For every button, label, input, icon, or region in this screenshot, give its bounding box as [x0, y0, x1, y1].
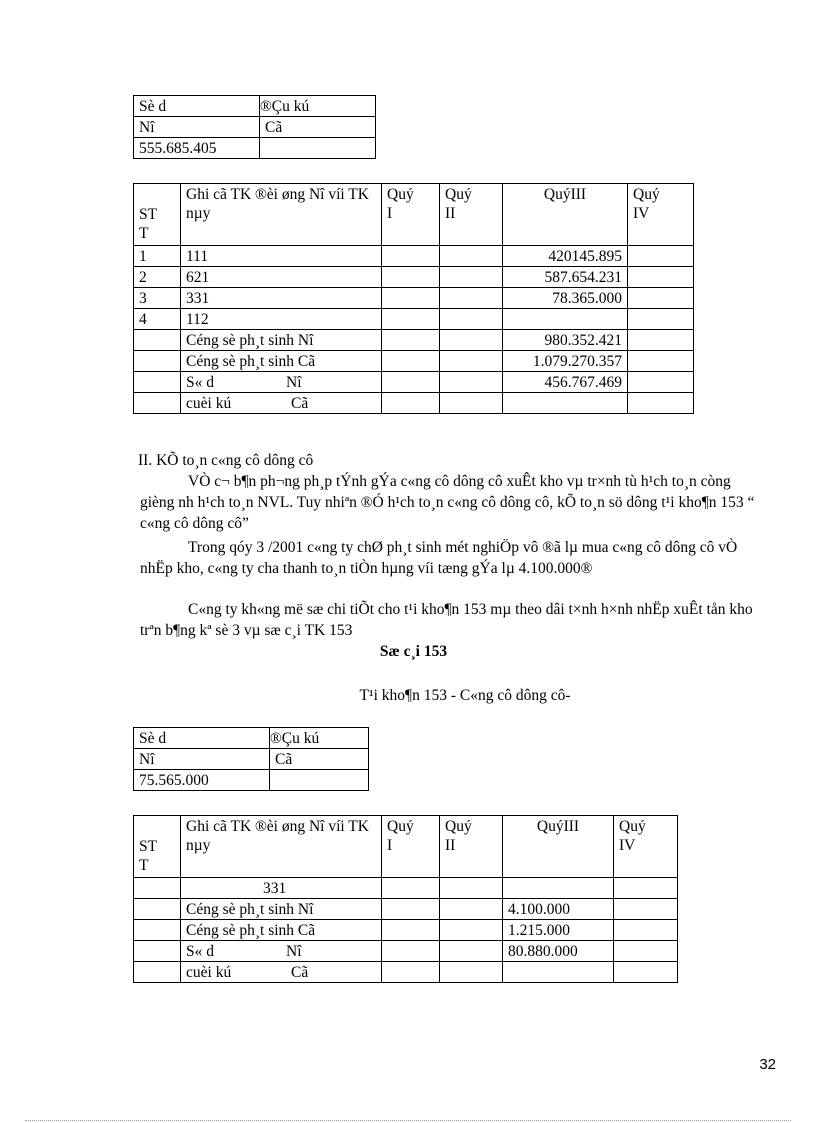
opening-balance-table-2 [133, 727, 369, 791]
header-q4: Quý IV [614, 816, 678, 878]
table-row-closing-balance: S« d Nî 456.767.469 [134, 372, 694, 393]
table-row: Céng sè ph¸t sinh Cã 1.215.000 [134, 920, 678, 941]
debit-label: Nî [134, 749, 270, 770]
ledger-subtitle: T¹i kho¶n 153 - C«ng cô dông cô- [359, 687, 571, 704]
debit-value: 555.685.405 [134, 138, 260, 159]
header-q1: Quý I [382, 184, 440, 246]
paragraph: VÒ c¬ b¶n ph¬ng ph¸p tÝnh gÝa c«ng cô dông cô xuÊt kho vµ tr×nh tù h¹ch to¸n còng gièng nh h¹ch to¸n NVL. Tuy nhiªn ®Ó h¹ch to¸n c«ng cô dông cô, kÕ to¸n sö dông t¹i kho¶n 153 “ c«ng cô dông cô” [140, 473, 755, 532]
table-row: 4 112 [134, 309, 694, 330]
table-row: 1 111 420145.895 [134, 246, 694, 267]
header-account: Ghi cã TK ®èi øng Nî víi TK nµy [181, 184, 382, 246]
table-row: 331 [134, 878, 678, 899]
ledger-table-1 [133, 183, 694, 414]
balance-label: Sè d [134, 96, 260, 117]
table-row: 3 331 78.365.000 [134, 288, 694, 309]
credit-value [270, 770, 369, 791]
balance-period: ®Çu kú [260, 96, 376, 117]
table-row: 2 621 587.654.231 [134, 267, 694, 288]
balance-label: Sè d [134, 728, 270, 749]
table-row-period-end: cuèi kú Cã [134, 962, 678, 983]
opening-balance-table-1 [133, 95, 376, 159]
header-q2: Quý II [440, 184, 503, 246]
ledger-table-2 [133, 815, 678, 983]
header-stt: ST T [134, 184, 181, 246]
table-row: Céng sè ph¸t sinh Nî 4.100.000 [134, 899, 678, 920]
table-row: Céng sè ph¸t sinh Cã 1.079.270.357 [134, 351, 694, 372]
paragraph: Trong qóy 3 /2001 c«ng ty chØ ph¸t sinh mét nghiÖp vô ®ã lµ mua c«ng cô dông cô vÒ nhËp kho, c«ng ty cha thanh to¸n tiÒn hµng víi tæng gÝa lµ 4.100.000® [140, 539, 738, 577]
header-account: Ghi cã TK ®èi øng Nî víi TK nµy [181, 816, 382, 878]
header-q3: QuýIII [503, 184, 628, 246]
table-row: Céng sè ph¸t sinh Nî 980.352.421 [134, 330, 694, 351]
header-q3: QuýIII [503, 816, 614, 878]
credit-value [260, 138, 376, 159]
header-stt: ST T [134, 816, 181, 878]
footer-divider [25, 1120, 791, 1121]
table-row-closing-balance: S« d Nî 80.880.000 [134, 941, 678, 962]
header-q4: Quý IV [628, 184, 694, 246]
credit-label: Cã [270, 749, 369, 770]
header-q2: Quý II [440, 816, 503, 878]
debit-value: 75.565.000 [134, 770, 270, 791]
paragraph: C«ng ty kh«ng më sæ chi tiÕt cho t¹i kho¶n 153 mµ theo dâi t×nh h×nh nhËp xuÊt tån kho trªn b¶ng kª sè 3 vµ sæ c¸i TK 153 [140, 601, 753, 639]
header-q1: Quý I [382, 816, 440, 878]
debit-label: Nî [134, 117, 260, 138]
page-number: 32 [759, 1056, 776, 1073]
balance-period: ®Çu kú [270, 728, 369, 749]
credit-label: Cã [260, 117, 376, 138]
table-row-period-end: cuèi kú Cã [134, 393, 694, 414]
section-heading: II. KÕ to¸n c«ng cô dông cô [138, 452, 314, 469]
ledger-title: Sæ c¸i 153 [379, 643, 448, 660]
